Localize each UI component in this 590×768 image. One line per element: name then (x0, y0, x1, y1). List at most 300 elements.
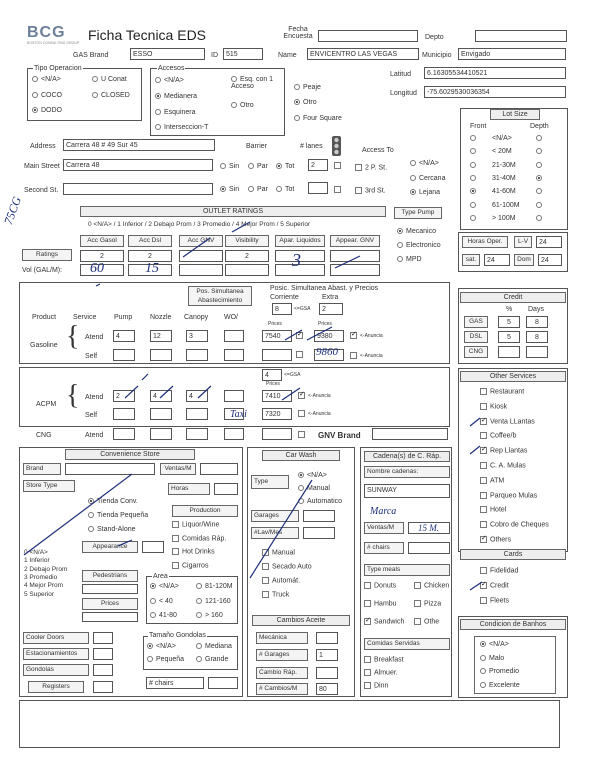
radio-icon[interactable] (196, 656, 202, 662)
access-na[interactable]: <N/A> (410, 160, 439, 167)
rating-col-header: Visibility (225, 235, 269, 247)
second-sin[interactable]: Sin (220, 186, 239, 193)
acpm-anuncia[interactable]: ✓ <-Anuncia (298, 392, 331, 399)
lot-depth-6[interactable] (536, 215, 545, 222)
area-option-1[interactable] (196, 583, 233, 590)
checkbox-icon[interactable] (262, 563, 269, 570)
access-cercana[interactable]: Cercana (410, 175, 445, 182)
card-2[interactable] (480, 597, 509, 604)
radio-icon[interactable] (480, 655, 486, 661)
gas-self-label: Self (85, 353, 98, 360)
accesos-na[interactable]: <N/A> (155, 77, 184, 84)
cs-horas-field[interactable] (214, 483, 238, 495)
type-pump-button[interactable]: Type Pump (394, 207, 442, 219)
dom-label: Dom (514, 254, 534, 266)
banos-option-3[interactable] (480, 682, 520, 689)
gas-nozzle-field[interactable]: 12 (150, 330, 172, 342)
checkbox-icon[interactable] (480, 536, 487, 543)
lot-depth-3[interactable] (536, 175, 545, 182)
option-label: 41-80 (159, 612, 177, 619)
acpm-self-anuncia[interactable]: <-Anuncia (298, 410, 331, 417)
tamano-group (143, 636, 238, 670)
lanes-label: # lanes (300, 143, 323, 150)
radio-icon[interactable] (196, 598, 202, 604)
service-4[interactable] (480, 447, 527, 454)
main-lanes-extra-check[interactable] (334, 162, 344, 169)
otro-option[interactable]: Otro (294, 99, 317, 106)
acpm-nozzle-field[interactable]: 4 (150, 390, 172, 402)
cng-check[interactable] (298, 431, 308, 438)
name-field[interactable]: ENVICENTRO LAS VEGAS (307, 48, 419, 60)
sat-field[interactable]: 24 (484, 254, 510, 266)
comida-0[interactable] (364, 656, 404, 663)
acpm-self-price-field[interactable]: 7320 (262, 408, 292, 420)
checkbox-icon[interactable] (172, 535, 179, 542)
lot-front-3[interactable] (470, 175, 479, 182)
service-10[interactable] (480, 536, 511, 543)
service-7[interactable] (480, 492, 537, 499)
service-6[interactable] (480, 477, 504, 484)
radio-icon[interactable] (480, 682, 486, 688)
checkbox-icon[interactable] (480, 492, 487, 499)
checkbox-icon[interactable] (364, 582, 371, 589)
service-5[interactable] (480, 462, 526, 469)
gnv-brand-field[interactable] (372, 428, 448, 440)
area-option-0[interactable] (150, 583, 179, 590)
cooler-doors-field[interactable] (93, 632, 113, 644)
hw-cadena-ventas: 15 M. (418, 523, 439, 533)
checkbox-icon[interactable] (480, 477, 487, 484)
lot-size-option: <N/A> (492, 135, 512, 142)
gas-self-anuncia[interactable]: <-Anuncia (350, 352, 383, 359)
gas-self-price-corriente[interactable] (262, 349, 292, 361)
lot-front-4[interactable] (470, 188, 479, 195)
main-street-field[interactable]: Carrera 48 (63, 159, 213, 171)
gas-pump-field[interactable]: 4 (113, 330, 135, 342)
checkbox-icon[interactable] (480, 388, 487, 395)
nombre-cadenas-label: Nombre cadenas: (364, 466, 450, 478)
car-wash-header: Car Wash (262, 450, 340, 461)
acpm-price-field[interactable]: 7410 (262, 390, 292, 402)
comida-1[interactable] (364, 669, 398, 676)
service-3[interactable] (480, 432, 516, 439)
car-wash-automatico[interactable]: Automatico (298, 498, 342, 505)
cs-chairs-value[interactable] (208, 677, 238, 689)
lot-depth-0[interactable] (536, 135, 545, 142)
cs-stand-alone[interactable]: Stand-Alone (88, 526, 136, 533)
acpm-self-nozzle-field[interactable] (150, 408, 172, 420)
fecha-encuesta-label: Fecha Encuesta (283, 26, 313, 40)
option-label: Kiosk (490, 403, 508, 411)
address-field[interactable]: Carrera 48 # 49 Sur 45 (63, 139, 215, 151)
production-3[interactable] (172, 562, 208, 569)
meal-3[interactable] (414, 600, 441, 607)
option-label: Pizza (424, 600, 442, 608)
rating-value[interactable]: 2 (80, 250, 124, 262)
price-corriente-field[interactable]: 7540 (262, 330, 292, 342)
cambios-garages-field[interactable]: 1 (316, 649, 338, 661)
wash-check-2[interactable] (262, 577, 300, 584)
checkbox-icon[interactable] (480, 418, 487, 425)
comidas-label: Comidas Servidas (364, 638, 450, 650)
acpm-self-canopy-field[interactable] (186, 408, 208, 420)
cs-chairs-field[interactable]: # chairs (146, 677, 204, 689)
lot-depth-2[interactable] (536, 162, 545, 169)
fuel-column-header: Canopy (184, 314, 209, 321)
tipo-op-na[interactable]: <N/A> (32, 76, 61, 83)
checkbox-icon[interactable] (480, 403, 487, 410)
fuel-column-header: Service (73, 314, 97, 321)
option-label: Fleets (490, 597, 510, 605)
conv-store-header: Convenience Store (65, 449, 195, 460)
id-field[interactable]: 515 (223, 48, 263, 60)
checkbox-icon[interactable] (262, 549, 269, 556)
radio-icon[interactable] (470, 188, 476, 194)
rating-value[interactable] (330, 250, 380, 262)
second-tot[interactable]: Tot (276, 186, 294, 193)
car-wash-na[interactable]: <N/A> (298, 472, 327, 479)
checkbox-icon[interactable] (364, 682, 371, 689)
checkbox-icon[interactable] (480, 582, 487, 589)
wash-check-1[interactable] (262, 563, 312, 570)
acpm-count-field[interactable]: 4 (262, 369, 282, 381)
cs-tienda-conv[interactable]: Tienda Conv. (88, 498, 138, 505)
tamano-option-0[interactable] (147, 643, 176, 650)
radio-icon[interactable] (536, 202, 542, 208)
latitud-field[interactable]: 6.16305534410521 (424, 67, 566, 79)
dom-field[interactable]: 24 (538, 254, 562, 266)
lot-depth-1[interactable] (536, 148, 545, 155)
checkbox-icon[interactable] (414, 618, 421, 625)
main-par[interactable]: Par (248, 163, 268, 170)
banos-option-0[interactable] (480, 641, 509, 648)
option-label: Fidelidad (490, 567, 519, 575)
acpm-atend-label: Atend (85, 394, 104, 401)
gas-atend-label: Atend (85, 334, 104, 341)
fuel-column-header: WO/ (224, 314, 238, 321)
radio-icon[interactable] (470, 215, 476, 221)
credit-days-field[interactable] (526, 346, 548, 358)
tipo-op-closed[interactable]: CLOSED (92, 92, 130, 99)
cng-label: CNG (36, 432, 52, 439)
accesos-otro[interactable]: Otro (231, 102, 254, 109)
comida-2[interactable] (364, 682, 388, 689)
cs-tienda-pequena[interactable]: Tienda Pequeña (88, 512, 148, 519)
lot-size-header: Lot Size (490, 109, 540, 120)
meal-1[interactable] (414, 582, 449, 589)
appearance-scale-item: 5 Superior (24, 590, 54, 598)
cadena-ventas-label: Ventas/M (364, 522, 404, 534)
appearance-field[interactable] (142, 541, 164, 553)
radio-icon[interactable] (480, 668, 486, 674)
lot-depth-4[interactable] (536, 188, 545, 195)
accesos-esq-1[interactable]: Esq. con 1 Acceso (231, 76, 274, 90)
option-label: < 40 (159, 598, 173, 605)
gas-brand-field[interactable]: ESSO (130, 48, 205, 60)
service-9[interactable] (480, 521, 549, 528)
checkbox-icon[interactable] (364, 618, 371, 625)
checkbox-icon[interactable] (480, 597, 487, 604)
lv-label: L-V (514, 236, 532, 248)
radio-icon[interactable] (536, 188, 542, 194)
rating-value[interactable] (179, 250, 223, 262)
checkbox-icon[interactable] (480, 432, 487, 439)
radio-icon[interactable] (150, 612, 156, 618)
ratings-button[interactable]: Ratings (22, 249, 72, 261)
tamano-option-3[interactable] (196, 656, 228, 663)
lot-size-option: 21-30M (492, 161, 516, 169)
lot-front-1[interactable] (470, 148, 479, 155)
service-2[interactable] (480, 418, 535, 425)
radio-icon[interactable] (470, 135, 476, 141)
hw-vol-dsl: 15 (145, 261, 159, 276)
tamano-option-2[interactable] (147, 656, 184, 663)
accesos-label: Accesos (158, 65, 185, 72)
meal-2[interactable] (364, 600, 397, 607)
lot-front-2[interactable] (470, 162, 479, 169)
option-label: Excelente (489, 681, 520, 689)
cng-price-field[interactable] (262, 428, 292, 440)
checkbox-icon[interactable] (480, 462, 487, 469)
area-option-3[interactable] (196, 598, 231, 605)
tipo-op-coco[interactable]: COCO (32, 92, 62, 99)
second-par[interactable]: Par (248, 186, 268, 193)
cs-ventas-field[interactable] (200, 463, 238, 475)
acpm-pump-field[interactable]: 2 (113, 390, 135, 402)
radio-icon[interactable] (196, 643, 202, 649)
area-option-2[interactable] (150, 598, 173, 605)
outlet-ratings-header: OUTLET RATINGS (80, 206, 386, 217)
radio-icon[interactable] (150, 583, 156, 589)
main-lanes-field[interactable]: 2 (308, 159, 328, 171)
gas-self-nozzle-field[interactable] (150, 349, 172, 361)
tipo-op-dodo[interactable]: DODO (32, 107, 62, 114)
cs-prices-field[interactable] (82, 612, 138, 622)
lot-front-label: Front (470, 123, 487, 130)
credit-days-field[interactable]: 8 (526, 331, 548, 343)
checkbox-icon[interactable] (480, 521, 487, 528)
type-pump-mecanico[interactable]: Mecanico (397, 228, 436, 235)
accesos-interseccion[interactable]: Interseccion-T (155, 124, 208, 131)
radio-icon[interactable] (536, 148, 542, 154)
meal-0[interactable] (364, 582, 396, 589)
lv-field[interactable]: 24 (536, 236, 562, 248)
municipio-field[interactable]: Envigado (458, 48, 566, 60)
production-0[interactable] (172, 521, 219, 528)
checkbox-icon[interactable] (414, 600, 421, 607)
gas-self-wo-field[interactable] (224, 349, 244, 361)
radio-icon[interactable] (536, 135, 542, 141)
option-label: Coffee/b (490, 432, 517, 440)
tipo-op-uconat[interactable]: U Conat (92, 76, 127, 83)
type-pump-electronico[interactable]: Electronico (397, 242, 441, 249)
two-p-st-check[interactable]: 2 P. St. (355, 164, 387, 171)
price-corriente-check[interactable] (296, 332, 306, 339)
pedestrians-label: Pedestrians (82, 570, 138, 582)
credit-pct-header: % (506, 306, 513, 313)
gas-canopy-field[interactable]: 3 (186, 330, 208, 342)
cs-brand-field[interactable] (65, 463, 155, 475)
type-meals-label: Type meals (364, 564, 450, 576)
checkbox-icon[interactable] (414, 582, 421, 589)
service-8[interactable] (480, 506, 506, 513)
cambio-rap-field[interactable] (316, 667, 338, 679)
municipio-label: Municipio (422, 52, 452, 59)
main-tot[interactable]: Tot (276, 163, 294, 170)
service-0[interactable] (480, 388, 524, 395)
appearance-label: Appearance (82, 541, 138, 553)
area-option-4[interactable] (150, 612, 177, 619)
gas-self-price-check[interactable] (296, 351, 306, 358)
four-square-option[interactable]: Four Square (294, 115, 342, 122)
card-0[interactable] (480, 567, 518, 574)
corriente-field[interactable]: 8 (272, 303, 292, 315)
main-sin[interactable]: Sin (220, 163, 239, 170)
credit-days-field[interactable]: 8 (526, 316, 548, 328)
second-lanes-field[interactable] (308, 182, 328, 194)
checkbox-icon[interactable] (364, 669, 371, 676)
depto-field[interactable] (475, 30, 567, 42)
comments-box[interactable] (19, 700, 560, 748)
third-st-check[interactable]: 3rd St. (355, 187, 386, 194)
lot-front-6[interactable] (470, 215, 479, 222)
rating-value[interactable]: 2 (128, 250, 172, 262)
mecanica-field[interactable] (316, 632, 338, 644)
cng-canopy-field[interactable] (186, 428, 208, 440)
production-1[interactable] (172, 535, 226, 542)
peaje-option[interactable]: Peaje (294, 84, 321, 91)
brand-label: Brand (23, 463, 61, 475)
production-2[interactable] (172, 548, 215, 555)
radio-icon[interactable] (470, 175, 476, 181)
accesos-esquinera[interactable]: Esquinera (155, 109, 196, 116)
checkbox-icon[interactable] (480, 447, 487, 454)
tamano-option-1[interactable] (196, 643, 232, 650)
checkbox-icon[interactable] (172, 562, 179, 569)
cng-nozzle-field[interactable] (150, 428, 172, 440)
checkbox-icon[interactable] (480, 506, 487, 513)
type-pump-mpd[interactable]: MPD (397, 256, 422, 263)
price-extra-anuncia[interactable]: ✓ <-Anuncia (350, 332, 383, 339)
lot-front-0[interactable] (470, 135, 479, 142)
cng-atend-label: Atend (85, 432, 104, 439)
cadena-chairs-field[interactable] (408, 542, 450, 554)
acpm-wo-field[interactable] (224, 390, 244, 402)
longitud-field[interactable]: -75.6029530036354 (424, 86, 566, 98)
id-label: ID (211, 52, 218, 59)
radio-icon[interactable] (470, 148, 476, 154)
access-lejana[interactable]: Lejana (410, 189, 440, 196)
cng-pump-field[interactable] (113, 428, 135, 440)
radio-icon[interactable] (480, 641, 486, 647)
registers-field[interactable] (93, 681, 113, 693)
radio-icon[interactable] (147, 656, 153, 662)
rating-value[interactable]: 2 (225, 250, 269, 262)
radio-icon[interactable] (470, 162, 476, 168)
lot-front-5[interactable] (470, 202, 479, 209)
banos-option-1[interactable] (480, 655, 504, 662)
radio-icon[interactable] (196, 583, 202, 589)
area-option-5[interactable] (196, 612, 223, 619)
gas-self-canopy-field[interactable] (186, 349, 208, 361)
cadena-chairs-label: # chairs (364, 542, 404, 554)
option-label: Sandwich (374, 618, 405, 626)
option-label: Chicken (424, 582, 450, 590)
gondolas-field[interactable] (93, 664, 113, 676)
cng-wo-field[interactable] (224, 428, 244, 440)
checkbox-icon[interactable] (172, 521, 179, 528)
depto-label: Depto (425, 34, 444, 41)
banos-option-2[interactable] (480, 668, 519, 675)
nombre-cadenas-field[interactable]: SUNWAY (364, 484, 450, 498)
card-1[interactable] (480, 582, 509, 589)
checkbox-icon[interactable] (364, 600, 371, 607)
volume-value[interactable] (225, 264, 269, 276)
cambios-m-field[interactable]: 80 (316, 683, 338, 695)
car-wash-manual[interactable]: Manual (298, 485, 330, 492)
radio-icon[interactable] (150, 598, 156, 604)
option-label: Almuer. (374, 669, 398, 677)
radio-icon[interactable] (196, 612, 202, 618)
wash-check-0[interactable] (262, 549, 295, 556)
second-lanes-extra-check[interactable] (334, 186, 344, 193)
checkbox-icon[interactable] (262, 577, 269, 584)
appearance-scale-item: 2 Debajo Prom (24, 565, 68, 573)
checkbox-icon[interactable] (480, 567, 487, 574)
option-label: Mediana (205, 643, 232, 650)
checkbox-icon[interactable] (364, 656, 371, 663)
acpm-canopy-field[interactable]: 4 (186, 390, 208, 402)
credit-pct-field[interactable]: 5 (498, 331, 520, 343)
meal-5[interactable] (414, 618, 439, 625)
lot-size-option: 61-100M (492, 201, 520, 209)
price-extra-field[interactable]: 9380 (314, 330, 344, 342)
gas-self-pump-field[interactable] (113, 349, 135, 361)
volume-value[interactable] (179, 264, 223, 276)
wash-check-3[interactable] (262, 591, 289, 598)
estacionamientos-field[interactable] (93, 648, 113, 660)
lav-mes-field[interactable] (303, 527, 335, 539)
radio-icon[interactable] (536, 175, 542, 181)
lot-depth-5[interactable] (536, 202, 545, 209)
gas-wo-field[interactable] (224, 330, 244, 342)
meal-4[interactable] (364, 618, 404, 625)
fecha-field[interactable] (318, 30, 418, 42)
credit-pct-field[interactable] (498, 346, 520, 358)
service-1[interactable] (480, 403, 507, 410)
second-street-field[interactable] (63, 183, 213, 195)
car-wash-garages-field[interactable] (303, 510, 335, 522)
acpm-self-pump-field[interactable] (113, 408, 135, 420)
option-label: Parqueo Mulas (490, 491, 538, 499)
cambios-garages-label: # Garages (256, 649, 308, 661)
extra-field[interactable]: 2 (319, 303, 343, 315)
radio-icon[interactable] (147, 643, 153, 649)
option-label: C. A. Mulas (490, 462, 526, 470)
radio-icon[interactable] (536, 215, 542, 221)
credit-pct-field[interactable]: 5 (498, 316, 520, 328)
volume-value[interactable] (330, 264, 380, 276)
accesos-medianera[interactable]: Medianera (155, 93, 197, 100)
radio-icon[interactable] (470, 202, 476, 208)
option-label: ATM (490, 477, 505, 485)
checkbox-icon[interactable] (262, 591, 269, 598)
lav-mes-label: #Lav/Mes (251, 527, 299, 539)
checkbox-icon[interactable] (172, 548, 179, 555)
radio-icon[interactable] (536, 162, 542, 168)
barrier-label: Barrier (246, 143, 268, 150)
pedestrians-field[interactable] (82, 584, 138, 594)
